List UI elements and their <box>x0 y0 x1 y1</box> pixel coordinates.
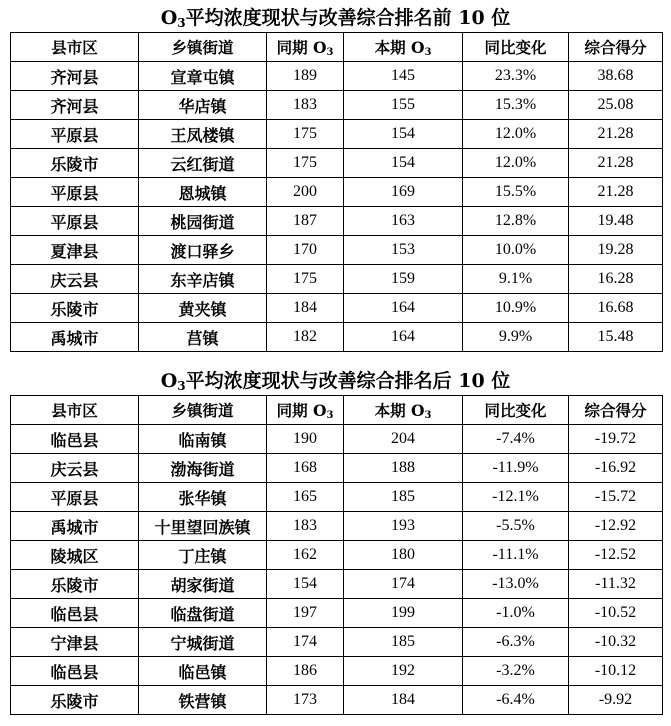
cell-change: -1.0% <box>463 599 569 628</box>
table-row <box>11 236 663 265</box>
cell-prev-o3: 189 <box>267 62 344 91</box>
cell-curr-o3: 199 <box>344 599 463 628</box>
bottom-ranking-table <box>10 395 663 715</box>
top-ranking-table <box>10 32 663 352</box>
cell-county: 宁津县 <box>11 628 139 657</box>
cell-curr-o3: 193 <box>344 512 463 541</box>
cell-prev-o3: 174 <box>267 628 344 657</box>
table-row <box>11 512 663 541</box>
table-row <box>11 62 663 91</box>
table-row <box>11 323 663 352</box>
cell-county: 平原县 <box>11 483 139 512</box>
cell-town: 渡口驿乡 <box>139 236 267 265</box>
header-score: 综合得分 <box>569 396 663 425</box>
cell-prev-o3: 200 <box>267 178 344 207</box>
cell-score: -19.72 <box>569 425 663 454</box>
cell-change: -12.1% <box>463 483 569 512</box>
cell-prev-o3: 162 <box>267 541 344 570</box>
cell-score: 19.28 <box>569 236 663 265</box>
cell-curr-o3: 188 <box>344 454 463 483</box>
cell-curr-o3: 185 <box>344 628 463 657</box>
header-change: 同比变化 <box>463 33 569 62</box>
cell-prev-o3: 175 <box>267 265 344 294</box>
cell-change: 9.1% <box>463 265 569 294</box>
cell-change: -11.9% <box>463 454 569 483</box>
cell-county: 临邑县 <box>11 657 139 686</box>
cell-score: 21.28 <box>569 149 663 178</box>
cell-score: -10.52 <box>569 599 663 628</box>
cell-county: 乐陵市 <box>11 686 139 715</box>
cell-score: -16.92 <box>569 454 663 483</box>
table-row <box>11 149 663 178</box>
cell-curr-o3: 169 <box>344 178 463 207</box>
title-text: 平均浓度现状与改善综合排名后 10 位 <box>185 370 511 392</box>
cell-score: 38.68 <box>569 62 663 91</box>
title-prefix: O <box>160 7 178 29</box>
cell-prev-o3: 183 <box>267 512 344 541</box>
cell-county: 平原县 <box>11 207 139 236</box>
table-row <box>11 425 663 454</box>
cell-curr-o3: 154 <box>344 120 463 149</box>
cell-town: 十里望回族镇 <box>139 512 267 541</box>
cell-curr-o3: 155 <box>344 91 463 120</box>
cell-county: 陵城区 <box>11 541 139 570</box>
cell-town: 王凤楼镇 <box>139 120 267 149</box>
cell-prev-o3: 183 <box>267 91 344 120</box>
cell-town: 临盘街道 <box>139 599 267 628</box>
cell-change: 9.9% <box>463 323 569 352</box>
cell-town: 铁营镇 <box>139 686 267 715</box>
cell-change: 15.3% <box>463 91 569 120</box>
cell-town: 临邑镇 <box>139 657 267 686</box>
cell-county: 平原县 <box>11 120 139 149</box>
cell-prev-o3: 186 <box>267 657 344 686</box>
cell-town: 张华镇 <box>139 483 267 512</box>
cell-county: 临邑县 <box>11 425 139 454</box>
cell-score: -10.32 <box>569 628 663 657</box>
cell-curr-o3: 180 <box>344 541 463 570</box>
cell-prev-o3: 165 <box>267 483 344 512</box>
cell-county: 齐河县 <box>11 62 139 91</box>
cell-county: 禹城市 <box>11 512 139 541</box>
cell-curr-o3: 164 <box>344 323 463 352</box>
header-town: 乡镇街道 <box>139 33 267 62</box>
cell-town: 黄夹镇 <box>139 294 267 323</box>
cell-town: 恩城镇 <box>139 178 267 207</box>
cell-county: 禹城市 <box>11 323 139 352</box>
cell-curr-o3: 192 <box>344 657 463 686</box>
cell-town: 丁庄镇 <box>139 541 267 570</box>
cell-curr-o3: 163 <box>344 207 463 236</box>
cell-town: 胡家街道 <box>139 570 267 599</box>
cell-town: 临南镇 <box>139 425 267 454</box>
cell-change: 23.3% <box>463 62 569 91</box>
cell-curr-o3: 185 <box>344 483 463 512</box>
bottom-table-title <box>0 369 671 393</box>
cell-town: 云红街道 <box>139 149 267 178</box>
cell-change: 12.8% <box>463 207 569 236</box>
cell-county: 庆云县 <box>11 265 139 294</box>
table-row <box>11 541 663 570</box>
cell-prev-o3: 173 <box>267 686 344 715</box>
cell-curr-o3: 184 <box>344 686 463 715</box>
cell-curr-o3: 153 <box>344 236 463 265</box>
cell-change: -7.4% <box>463 425 569 454</box>
cell-prev-o3: 175 <box>267 149 344 178</box>
cell-county: 乐陵市 <box>11 570 139 599</box>
table-row <box>11 120 663 149</box>
title-text: 平均浓度现状与改善综合排名前 10 位 <box>185 7 511 29</box>
cell-town: 渤海街道 <box>139 454 267 483</box>
cell-change: -3.2% <box>463 657 569 686</box>
cell-town: 东辛店镇 <box>139 265 267 294</box>
table-row <box>11 265 663 294</box>
cell-county: 平原县 <box>11 178 139 207</box>
cell-curr-o3: 154 <box>344 149 463 178</box>
header-curr-o3: 本期 $O_3$ <box>344 396 463 425</box>
cell-change: -6.3% <box>463 628 569 657</box>
cell-county: 夏津县 <box>11 236 139 265</box>
table-row <box>11 178 663 207</box>
top-table-title <box>0 6 671 30</box>
cell-score: -11.32 <box>569 570 663 599</box>
header-county: 县市区 <box>11 33 139 62</box>
cell-change: 12.0% <box>463 149 569 178</box>
header-county: 县市区 <box>11 396 139 425</box>
cell-prev-o3: 197 <box>267 599 344 628</box>
cell-county: 庆云县 <box>11 454 139 483</box>
header-score: 综合得分 <box>569 33 663 62</box>
header-curr-o3: 本期 $O_3$ <box>344 33 463 62</box>
table-row <box>11 686 663 715</box>
cell-curr-o3: 174 <box>344 570 463 599</box>
cell-prev-o3: 168 <box>267 454 344 483</box>
cell-score: -12.52 <box>569 541 663 570</box>
cell-score: 16.68 <box>569 294 663 323</box>
header-prev-o3: 同期 $O_3$ <box>267 396 344 425</box>
cell-change: -11.1% <box>463 541 569 570</box>
cell-town: 宁城街道 <box>139 628 267 657</box>
cell-prev-o3: 170 <box>267 236 344 265</box>
table-row <box>11 294 663 323</box>
table-row <box>11 657 663 686</box>
cell-change: -6.4% <box>463 686 569 715</box>
cell-change: -5.5% <box>463 512 569 541</box>
cell-prev-o3: 190 <box>267 425 344 454</box>
cell-score: -10.12 <box>569 657 663 686</box>
cell-town: 莒镇 <box>139 323 267 352</box>
table-row <box>11 628 663 657</box>
header-row <box>11 396 663 425</box>
cell-town: 华店镇 <box>139 91 267 120</box>
table-row <box>11 599 663 628</box>
cell-county: 临邑县 <box>11 599 139 628</box>
cell-score: 21.28 <box>569 120 663 149</box>
cell-score: -15.72 <box>569 483 663 512</box>
cell-change: 10.9% <box>463 294 569 323</box>
cell-change: 15.5% <box>463 178 569 207</box>
title-prefix: O <box>160 370 178 392</box>
cell-curr-o3: 159 <box>344 265 463 294</box>
cell-curr-o3: 204 <box>344 425 463 454</box>
header-change: 同比变化 <box>463 396 569 425</box>
cell-change: -13.0% <box>463 570 569 599</box>
title-subscript: 3 <box>177 379 186 393</box>
cell-change: 12.0% <box>463 120 569 149</box>
cell-score: 16.28 <box>569 265 663 294</box>
cell-prev-o3: 182 <box>267 323 344 352</box>
cell-county: 齐河县 <box>11 91 139 120</box>
table-row <box>11 91 663 120</box>
table-row <box>11 207 663 236</box>
title-subscript: 3 <box>177 16 186 30</box>
cell-county: 乐陵市 <box>11 149 139 178</box>
cell-prev-o3: 154 <box>267 570 344 599</box>
cell-town: 宣章屯镇 <box>139 62 267 91</box>
cell-curr-o3: 145 <box>344 62 463 91</box>
header-prev-o3: 同期 $O_3$ <box>267 33 344 62</box>
cell-prev-o3: 175 <box>267 120 344 149</box>
cell-prev-o3: 184 <box>267 294 344 323</box>
table-row <box>11 483 663 512</box>
cell-score: 25.08 <box>569 91 663 120</box>
cell-score: 21.28 <box>569 178 663 207</box>
table-row <box>11 454 663 483</box>
cell-score: 19.48 <box>569 207 663 236</box>
cell-score: -12.92 <box>569 512 663 541</box>
cell-curr-o3: 164 <box>344 294 463 323</box>
cell-town: 桃园街道 <box>139 207 267 236</box>
cell-change: 10.0% <box>463 236 569 265</box>
cell-prev-o3: 187 <box>267 207 344 236</box>
header-town: 乡镇街道 <box>139 396 267 425</box>
header-row <box>11 33 663 62</box>
cell-score: 15.48 <box>569 323 663 352</box>
cell-county: 乐陵市 <box>11 294 139 323</box>
table-row <box>11 570 663 599</box>
cell-score: -9.92 <box>569 686 663 715</box>
